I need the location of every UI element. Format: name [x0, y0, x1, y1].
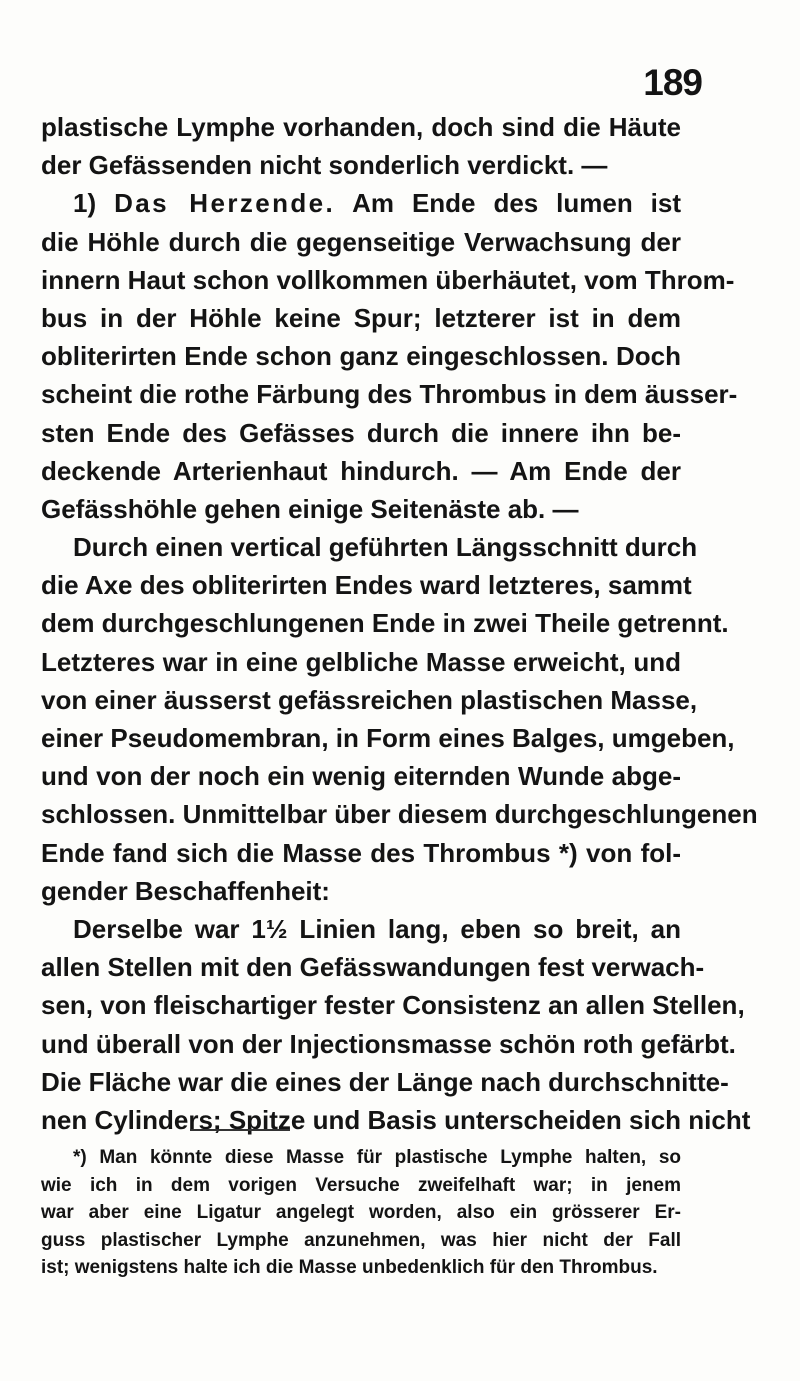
text-line: schlossen. Unmittelbar über diesem durchgeschlungenen [41, 799, 758, 830]
text-line: scheint die rothe Färbung des Thrombus in dem äusser- [41, 379, 738, 410]
text-line: und von der noch ein wenig eiternden Wunde abge- [41, 761, 681, 792]
footnote-line: ist; wenigstens halte ich die Masse unbedenklich für den Thrombus. [41, 1257, 658, 1279]
text-line: nen Cylinders; Spitze und Basis unterscheiden sich nicht [41, 1104, 751, 1135]
footnote-line: war aber eine Ligatur angelegt worden, also ein grösserer Er- [41, 1202, 681, 1224]
text-line: sen, von fleischartiger fester Consistenz an allen Stellen, [41, 990, 745, 1021]
page-number: 189 [643, 62, 702, 103]
text-line: Durch einen vertical geführten Längsschnitt durch [73, 532, 698, 563]
text-line: die Axe des obliterirten Endes ward letzteres, sammt [41, 570, 692, 601]
text-line: deckende Arterienhaut hindurch. — Am Ende der [41, 455, 681, 486]
text-line: und überall von der Injectionsmasse schön roth gefärbt. [41, 1028, 736, 1059]
text-line: Gefässhöhle gehen einige Seitenäste ab. — [41, 493, 579, 524]
text-line: bus in der Höhle keine Spur; letzterer ist in dem [41, 302, 681, 333]
footnote-line: guss plastischer Lymphe anzunehmen, was hier nicht der Fall [41, 1229, 681, 1251]
text-line: obliterirten Ende schon ganz eingeschlossen. Doch [41, 341, 681, 372]
text-line: innern Haut schon vollkommen überhäutet, vom Throm- [41, 264, 735, 295]
text-line: plastische Lymphe vorhanden, doch sind die Häute [41, 112, 681, 142]
text-line: Ende fand sich die Masse des Thrombus *) von fol- [41, 837, 681, 868]
text-line: der Gefässenden nicht sonderlich verdickt. — [41, 150, 608, 181]
text-line: dem durchgeschlungenen Ende in zwei Theile getrennt. [41, 608, 729, 639]
text-line: Die Fläche war die eines der Länge nach durchschnitte- [41, 1066, 729, 1097]
text-line: sten Ende des Gefässes durch die innere ihn be- [41, 417, 681, 448]
body-text [41, 108, 758, 1139]
text-line: Derselbe war 1½ Linien lang, eben so breit, an [73, 913, 681, 944]
footnote [41, 1144, 681, 1282]
text-line: Letzteres war in eine gelbliche Masse erweicht, und [41, 646, 681, 677]
text-line: die Höhle durch die gegenseitige Verwachsung der [41, 226, 681, 257]
text-line: einer Pseudomembran, in Form eines Balges, umgeben, [41, 723, 735, 753]
footnote-line: wie ich in dem vorigen Versuche zweifelhaft war; in jenem [41, 1174, 681, 1196]
section-number: 1) [73, 188, 115, 219]
text-line-rest: Am Ende des lumen ist [335, 188, 682, 219]
footnote-separator [190, 1129, 290, 1131]
section-heading: Das Herzende. [114, 188, 336, 219]
text-line: allen Stellen mit den Gefässwandungen fest verwach- [41, 952, 705, 983]
footnote-line: *) Man könnte diese Masse für plastische Lymphe halten, so [73, 1147, 681, 1168]
text-line: von einer äusserst gefässreichen plastischen Masse, [41, 684, 698, 715]
text-line [41, 184, 681, 222]
text-line: gender Beschaffenheit: [41, 875, 330, 906]
